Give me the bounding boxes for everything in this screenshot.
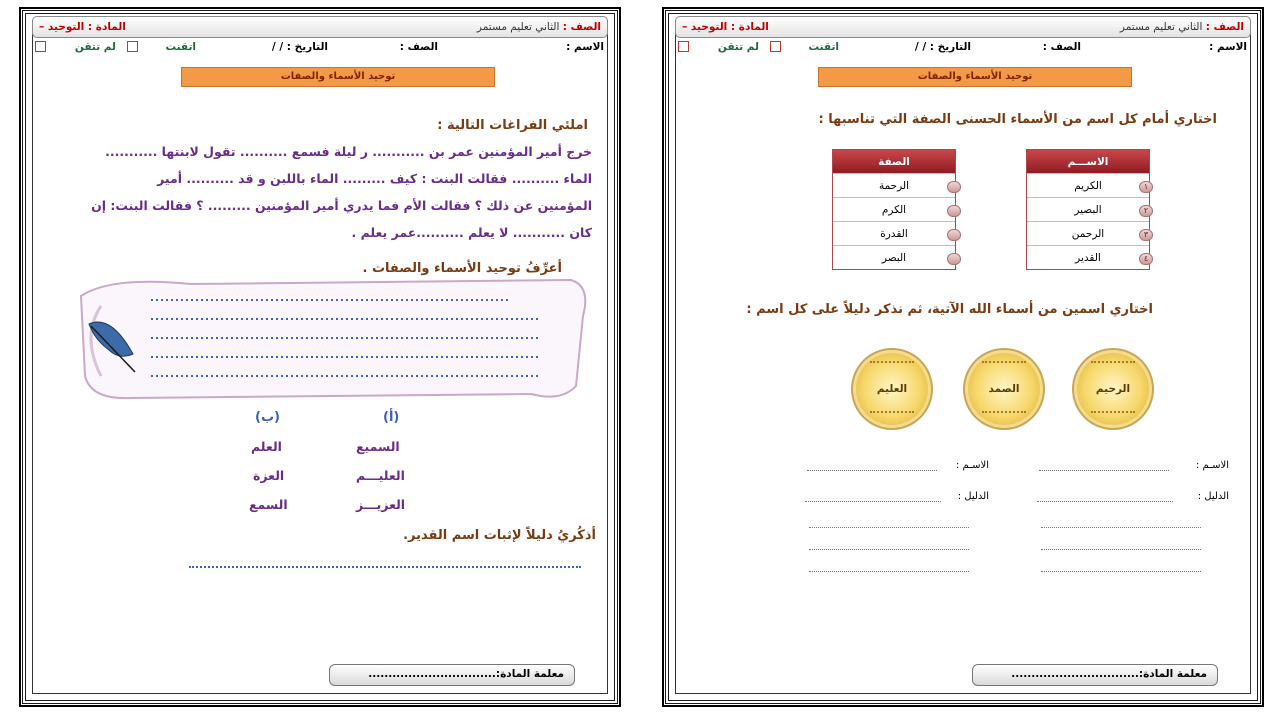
name-answer-label: الاسـم : xyxy=(956,460,989,471)
worksheet-title: توحيد الأسماء والصفات xyxy=(181,67,495,87)
proof-answer-line[interactable] xyxy=(1041,527,1201,528)
medal-badge: العليم xyxy=(856,353,928,425)
proof-answer-line[interactable] xyxy=(1041,571,1201,572)
proof-answer-line[interactable] xyxy=(1041,549,1201,550)
proof-answer-line[interactable] xyxy=(809,549,969,550)
names-table xyxy=(1026,149,1150,270)
story-line-2: الماء .......... فقالت البنت : كيف ......... الماء باللبن و قد .......... أمير xyxy=(157,171,592,186)
name-cell: القدير xyxy=(1027,245,1149,269)
mastered-label: اتقنت xyxy=(808,41,839,53)
header-bar xyxy=(32,16,608,38)
story-line-4: كان ........... لا يعلم ..........عمر يعلم . xyxy=(351,225,592,240)
number-badge: ٣ xyxy=(1139,229,1153,241)
name-label: الاسم : xyxy=(1209,41,1247,53)
attribute-cell: البصر xyxy=(833,245,955,269)
choose-names-question: اختاري اسمين من أسماء الله الآتية، ثم نذكر دليلاً على كل اسم : xyxy=(746,302,1153,317)
fill-blanks-question: املئي الفراغات التالية : xyxy=(437,118,588,133)
proof-answer-line[interactable] xyxy=(809,527,969,528)
answer-line[interactable] xyxy=(189,566,581,568)
grade-value: الثاني تعليم مستمر xyxy=(476,21,560,33)
attributes-table xyxy=(832,149,956,270)
proof-question: أذكُريُ دليلاً لإثبات اسم القدير. xyxy=(403,528,596,543)
column-a-label: (أ) xyxy=(383,410,400,425)
connector-dot[interactable] xyxy=(947,205,961,217)
medal-badge: الرحيم xyxy=(1077,353,1149,425)
grade-label: الصف : xyxy=(562,21,601,33)
number-badge: ٢ xyxy=(1139,205,1153,217)
name-answer-label: الاسـم : xyxy=(1196,460,1229,471)
subject-label: المادة : التوحيد – xyxy=(39,21,126,33)
date-label: التاريخ : / / xyxy=(914,41,971,53)
medal-badge: الصمد xyxy=(968,353,1040,425)
connector-dot[interactable] xyxy=(947,253,961,265)
not-mastered-checkbox[interactable] xyxy=(678,41,689,52)
attribute-cell: الرحمة xyxy=(833,173,955,197)
mastered-checkbox[interactable] xyxy=(770,41,781,52)
name-label: الاسم : xyxy=(566,41,604,53)
col-b-item-2: العزة xyxy=(253,468,285,483)
attributes-header: الصفة xyxy=(833,150,955,173)
column-b-label: (ب) xyxy=(255,410,280,425)
name-cell: الرحمن xyxy=(1027,221,1149,245)
not-mastered-label: لم تتقن xyxy=(74,41,116,53)
col-b-item-3: السمع xyxy=(249,497,288,512)
story-line-1: خرج أمير المؤمنين عمر بن ........... ﺭ ليلة فسمع .......... تقول لابنتها ........... xyxy=(105,144,592,159)
mastered-checkbox[interactable] xyxy=(127,41,138,52)
proof-answer-line[interactable] xyxy=(1037,501,1173,502)
not-mastered-label: لم تتقن xyxy=(717,41,759,53)
story-line-3: المؤمنين عن ذلك ؟ فقالت الأم فما يدري أمير المؤمنين ......... ؟ فقالت البنت: إن xyxy=(91,198,592,213)
header-bar xyxy=(675,16,1251,38)
worksheet-title: توحيد الأسماء والصفات xyxy=(818,67,1132,87)
names-header: الاســـم xyxy=(1027,150,1149,173)
proof-answer-label: الدليل : xyxy=(1197,491,1229,502)
attribute-cell: القدرة xyxy=(833,221,955,245)
number-badge: ١ xyxy=(1139,181,1153,193)
proof-answer-label: الدليل : xyxy=(957,491,989,502)
col-b-item-1: العلم xyxy=(251,439,282,454)
teacher-signature: معلمة المادة:................................ xyxy=(329,664,575,686)
grade-label: الصف : xyxy=(1205,21,1244,33)
scroll-paper-icon xyxy=(71,276,591,402)
name-cell: الكريم xyxy=(1027,173,1149,197)
match-question: اختاري أمام كل اسم من الأسماء الحسنى الصفة التي تناسبها : xyxy=(818,112,1217,127)
number-badge: ٤ xyxy=(1139,253,1153,265)
teacher-signature: معلمة المادة:................................ xyxy=(972,664,1218,686)
proof-answer-line[interactable] xyxy=(809,571,969,572)
connector-dot[interactable] xyxy=(947,229,961,241)
col-a-item-3: العزيـــز xyxy=(356,497,406,512)
name-answer-line[interactable] xyxy=(1039,470,1169,471)
student-info-row xyxy=(32,41,608,57)
mastered-label: اتقنت xyxy=(165,41,196,53)
student-info-row xyxy=(675,41,1251,57)
class-label: الصف : xyxy=(1042,41,1081,53)
col-a-item-1: السميع xyxy=(356,439,400,454)
subject-label: المادة : التوحيد – xyxy=(682,21,769,33)
proof-answer-line[interactable] xyxy=(805,501,941,502)
grade-value: الثاني تعليم مستمر xyxy=(1119,21,1203,33)
col-a-item-2: العليـــم xyxy=(356,468,405,483)
right-worksheet xyxy=(665,10,1261,704)
left-worksheet xyxy=(22,10,618,704)
define-question: أعرِّفُ توحيد الأسماء والصفات . xyxy=(362,261,562,276)
class-label: الصف : xyxy=(399,41,438,53)
connector-dot[interactable] xyxy=(947,181,961,193)
not-mastered-checkbox[interactable] xyxy=(35,41,46,52)
attribute-cell: الكرم xyxy=(833,197,955,221)
date-label: التاريخ : / / xyxy=(271,41,328,53)
name-answer-line[interactable] xyxy=(807,470,937,471)
name-cell: البصير xyxy=(1027,197,1149,221)
